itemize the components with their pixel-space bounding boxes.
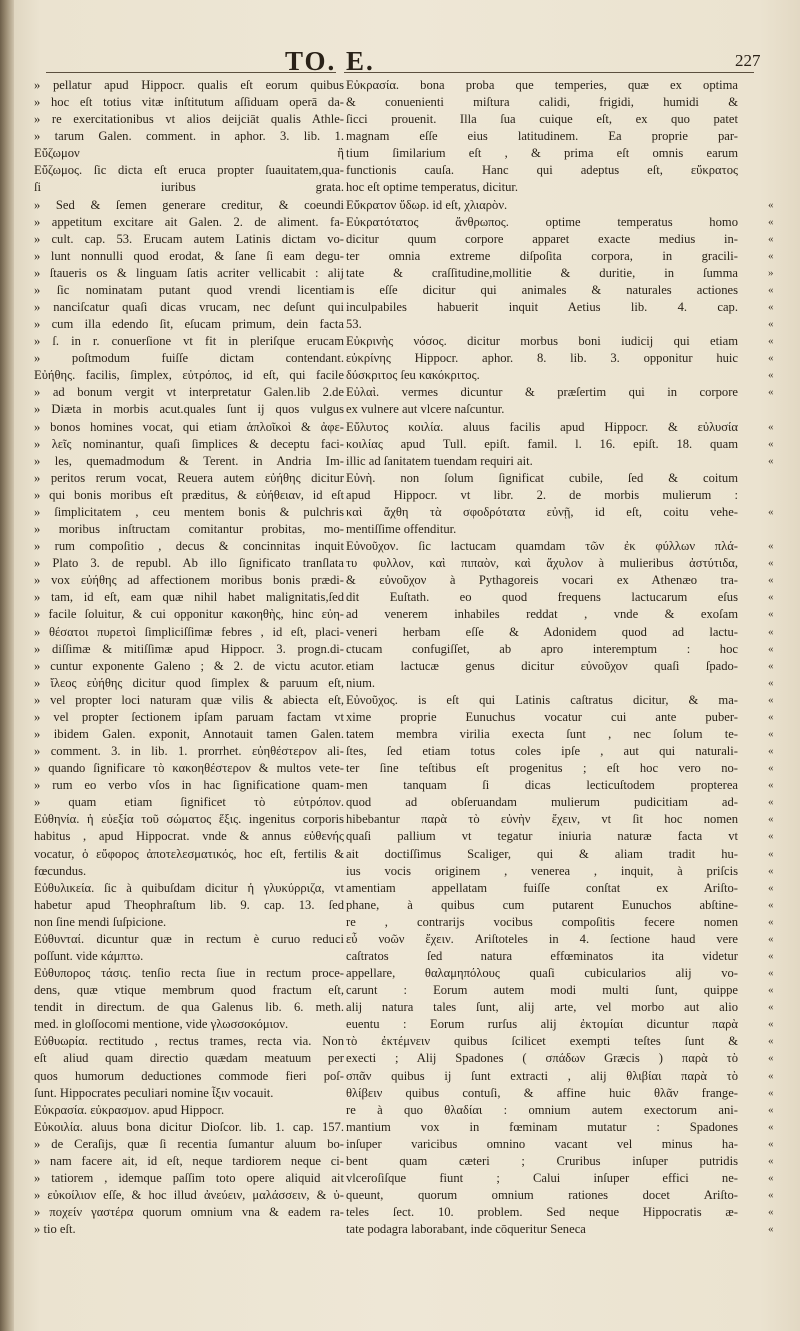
right-column-line: mantium vox in fœminam mutatur : Spadones — [346, 1119, 738, 1134]
page-number: 227 — [735, 51, 761, 70]
margin-quote-mark — [768, 128, 792, 145]
margin-quote-mark: « — [768, 898, 774, 911]
left-column-line: » tam, id eſt, eam quæ nihil habet malignitatis,ſed — [34, 590, 344, 605]
right-text-column — [346, 77, 738, 1238]
left-column-line: quos humorum deductiones commode fieri poſ- — [34, 1068, 344, 1083]
right-column-line: dit Euſtath. eo quod frequens lactucarum eſus — [346, 590, 738, 605]
left-column-line: » tarum Galen. comment. in aphor. 3. lib. 1. — [34, 129, 344, 144]
margin-quote-mark: « — [768, 1001, 774, 1014]
right-column-line: Εὔκρατον ὕδωρ. id eſt, χλιαρὸν. — [346, 197, 508, 212]
right-column-line: Εὐκρινὴς νόσος. dicitur morbus boni iudicij qui etiam — [346, 334, 738, 349]
right-column-line: ctucam confugiſſet, ab apro interemptum : hoc — [346, 641, 738, 656]
left-column-line: » λεῖς nominantur, quaſi ſimplices & deceptu faci- — [34, 436, 344, 451]
left-column-line: » ἴλεος εὐήθης dicitur quod ſimplex & paruum eſt, — [34, 675, 344, 690]
right-column-line: dicitur quum corpore apparet exacte medius in- — [346, 231, 738, 246]
left-column-line: » quam etiam ſignificet τὸ εὐτρόπον. — [34, 795, 344, 810]
right-column-line: nium. — [346, 675, 376, 690]
right-column-line: tate podagra laborabant, inde cōqueritur Seneca — [346, 1222, 586, 1237]
left-column-line: med. in gloſſocomi mentione, vide γλωσσοκόμιον. — [34, 1017, 289, 1032]
right-column-line: apud Hippocr. vt libr. 2. de morbis mulierum : — [346, 487, 738, 502]
left-column-line: Εὐκοιλία. aluus bona dicitur Dioſcor. lib. 1. cap. 157. — [34, 1119, 344, 1134]
left-column-line: » qui bonis moribus eſt præditus, & εὐήθειαν, id eſt — [34, 487, 344, 502]
margin-quote-mark: « — [768, 232, 774, 245]
right-column-line: 53. — [346, 317, 362, 332]
margin-quote-mark: « — [768, 1189, 774, 1202]
right-column-line: appellare, θαλαμηπόλους quaſi cubicularios alij vo- — [346, 966, 738, 981]
margin-quote-mark: « — [768, 1206, 774, 1219]
margin-quote-mark: « — [768, 1086, 774, 1099]
left-column-line: Εὐθυνταί. dicuntur quæ in rectum è curuo reduci — [34, 931, 344, 946]
margin-quote-mark: « — [768, 1120, 774, 1133]
margin-quote-mark: « — [768, 1154, 774, 1167]
left-column-line: Εὐθηνία. ἡ εὐεξία τοῦ σώματος ἕξις. ingenitus corporis — [34, 812, 344, 827]
margin-quote-mark: « — [768, 1018, 774, 1031]
left-column-line: » Sed & ſemen generare creditur, & coeundi — [34, 197, 344, 212]
margin-quote-mark — [768, 179, 792, 196]
margin-quote-mark: « — [768, 608, 774, 621]
right-column-line: δύσκριτος ſeu κακόκριτος. — [346, 368, 480, 383]
left-column-line: » cum illa edendo ſit, eſucam primum, dein facta — [34, 317, 344, 332]
left-column-line: » tatiorem , idemque paſſim toto opere aliquid ait — [34, 1171, 344, 1185]
margin-quote-mark — [768, 162, 792, 179]
margin-quote-mark: « — [768, 932, 774, 945]
left-column-line: » rum compoſitio , decus & concinnitas inquit — [34, 539, 344, 554]
left-column-line: » poſtmodum fuiſſe dictam contendant. — [34, 351, 344, 366]
left-column-line: » ibidem Galen. exponit, Annotauit tamen Galen. — [34, 726, 344, 741]
left-column-line: non ſine mendi ſuſpicione. — [34, 914, 167, 929]
right-column-line: quod ad obſeruandam mulierum pudicitiam ad- — [346, 795, 738, 810]
margin-quote-mark — [768, 487, 792, 504]
margin-quote-mark: » — [768, 266, 774, 279]
right-column-line: etiam lactucæ genus dicitur εὐνοῦχον quaſi ſpado- — [346, 658, 738, 673]
right-column-line: is eſſe dicitur qui animales & naturales actiones — [346, 282, 738, 297]
right-column-line: bent quam cæteri ; Cruribus inſuper putridis — [346, 1153, 738, 1168]
right-column-line: queunt, quorum omnium rationes docet Ariſto- — [346, 1188, 738, 1203]
header-left-word: TO. — [285, 46, 337, 76]
right-column-line: καὶ ἄχθη τὰ σφοδρότατα εὐνῇ, id eſt, coitu vehe- — [346, 504, 738, 519]
left-column-line: » bonos homines vocat, qui etiam ἁπλοῖκοὶ & ἀφε- — [34, 419, 344, 434]
right-column-line: carunt : Eorum autem modi multi ſunt, quippe — [346, 983, 738, 998]
right-column-line: ſtes, ſed etiam totus coles ipſe , aut qui naturali- — [346, 744, 738, 759]
header-rule-left — [46, 72, 336, 73]
margin-quote-mark: « — [768, 1103, 774, 1116]
right-column-line: ad venerem inhabiles reddat , vnde & exoſam — [346, 607, 738, 622]
right-column-line: hoc eſt optime temperatus, dicitur. — [346, 180, 519, 195]
margin-quote-mark: « — [768, 215, 774, 228]
right-column-line: caſtratos ſed natura effœminatos ita videtur — [346, 948, 738, 963]
left-column-line: Εὐθυωρία. rectitudo , rectus trames, recta via. Non — [34, 1034, 344, 1049]
margin-quote-mark: « — [768, 727, 774, 740]
margin-quote-mark: « — [768, 1137, 774, 1150]
right-column-line: Εὐνοῦχον. ſic lactucam quamdam τῶν ἐκ φύλλων πλά- — [346, 539, 738, 554]
left-column-line: ſunt. Hippocrates peculiari nomine ἶξιν vocauit. — [34, 1085, 274, 1100]
margin-quote-mark: « — [768, 847, 774, 860]
left-column-line: » Plato 3. de republ. Ab illo ſignificato tranſlata — [34, 556, 344, 571]
margin-quote-mark: « — [768, 1223, 774, 1236]
left-column-line: » cuntur exponente Galeno ; & 2. de victu acutor. — [34, 658, 344, 673]
left-column-line: » Diæta in morbis acut.quales ſunt ij quos vulgus — [34, 402, 344, 417]
left-column-line: » tio eſt. — [34, 1222, 76, 1237]
margin-quote-mark: « — [768, 710, 774, 723]
right-column-line: Εὐνοῦχος. is eſt qui Latinis caſtratus dicitur, & ma- — [346, 692, 738, 707]
left-column-line: habetur apud Theophraſtum lib. 9. cap. 13. ſed — [34, 897, 344, 912]
margin-quote-mark: « — [768, 676, 774, 689]
margin-quote-mark: « — [768, 540, 774, 553]
right-column-line: mentiſſime offenditur. — [346, 522, 457, 537]
margin-quote-mark: « — [768, 420, 774, 433]
right-column-line: Εὔλυτος κοιλία. aluus facilis apud Hippocr. & εὐλυσία — [346, 419, 738, 434]
left-column-line: » nam facere ait, id eſt, neque tardiorem neque ci- — [34, 1153, 344, 1168]
left-column-line: » moribus inſtructam comitantur probitas, mo- — [34, 522, 344, 537]
left-column-line: » facile ſoluitur, & cui opponitur κακοηθὴς, hinc εὐη- — [34, 607, 344, 622]
left-column-line: Εὔζωμον ἢ — [34, 146, 344, 161]
right-column-line: τὸ ἐκτέμνειν quibus ſcilicet exempti teſtes ſunt & — [346, 1034, 738, 1049]
right-column-line: τυ φυλλον, καὶ πιπαὸν, καὶ ἄχυλον à mulieribus ἀστύτιδα, — [346, 556, 738, 571]
margin-quote-mark: « — [768, 864, 774, 877]
right-column-line: vlceroſiſque fiunt ; Calui inſuper effici ne- — [346, 1171, 738, 1185]
left-column-line: » peritos rerum vocat, Reuera autem εὐήθης dicitur — [34, 470, 344, 485]
right-column-line: εὐκρίνης Hippocr. aphor. 8. lib. 3. opponitur huic — [346, 351, 738, 366]
right-column-line: amentiam appellatam fuiſſe conſtat ex Ariſto- — [346, 880, 738, 895]
binding-gutter — [0, 0, 14, 1331]
right-column-line: re à quo θλαδίαι : omnium autem exectorum ani- — [346, 1102, 738, 1117]
left-column-line: Εὐκρασία. εὐκρασμον. apud Hippocr. — [34, 1102, 225, 1117]
right-column-line: men tanquam ſi dicas lecticuſtodem propterea — [346, 778, 738, 793]
margin-quote-mark: « — [768, 659, 774, 672]
margin-quote-mark: « — [768, 335, 774, 348]
margin-quote-mark: « — [768, 283, 774, 296]
right-column-line: tate & craſſitudine,mollitie & duritie, in ſumma — [346, 265, 738, 280]
left-column-line: Εὐήθης. facilis, ſimplex, εὐτρόπος, id eſt, qui facile — [34, 368, 344, 383]
left-column-line: ſi iuribus grata. — [34, 180, 344, 195]
right-column-line: & εὐνοῦχον à Pythagoreis vocari ex Athenæo tra- — [346, 573, 738, 588]
header-right-word: E. — [346, 46, 375, 76]
margin-quote-mark: « — [768, 830, 774, 843]
margin-quote-mark: « — [768, 1172, 774, 1184]
right-column-line: Εὐλαὶ. vermes dicuntur & præſertim qui in corpore — [346, 385, 738, 400]
left-column-line: Εὐθυλικεία. ſic à quibuſdam dicitur ἡ γλυκύρριζα, vt — [34, 880, 344, 895]
left-text-column — [34, 77, 344, 1238]
margin-quote-mark: « — [768, 198, 774, 211]
margin-quote-mark: « — [768, 642, 774, 655]
margin-quote-mark: « — [768, 505, 774, 518]
left-column-line: » εὐκοίλιον eſſe, & hoc illud ἀνεύειν, μαλάσσειν, & ὑ- — [34, 1188, 344, 1203]
margin-quote-mark: « — [768, 881, 774, 894]
margin-quote-mark: « — [768, 1035, 774, 1048]
margin-quote-mark: « — [768, 762, 774, 775]
right-column-line: re , contrarijs vocibus compoſitis fecere nomen — [346, 914, 738, 929]
left-column-line: fœcundus. — [34, 863, 87, 878]
left-column-line: tendit in directum. de qua Galenus lib. 6. meth. — [34, 1000, 344, 1015]
left-column-line: » ad bonum vergit vt interpretatur Galen.lib 2.de — [34, 385, 344, 400]
right-column-line: ſicci prouenit. Illa ſua cuique eſt, ex quo patet — [346, 112, 738, 127]
left-column-line: » vox εὐήθης ad affectionem moribus bonis prædi- — [34, 573, 344, 588]
left-column-line: » ſic nominatam putant quod vrendi licentiam — [34, 282, 344, 297]
margin-quote-mark: « — [768, 625, 774, 638]
right-column-line: ter omnia extreme diſpoſita corpora, in gracili- — [346, 248, 738, 263]
right-column-line: θλίβειν quibus contuſi, & affine huic θλᾶν frange- — [346, 1085, 738, 1100]
left-column-line: poſſunt. vide κάμπτω. — [34, 948, 144, 963]
right-column-line: execti ; Alij Spadones ( σπάδων Græcis ) παρὰ τὸ — [346, 1051, 738, 1066]
left-column-line: vocatur, ὁ εὔφορος ἀποτελεσματικός, hoc eſt, fertilis & — [34, 846, 344, 861]
margin-quote-mark: « — [768, 779, 774, 792]
left-column-line: » quando ſignificare τὸ κακοηθέστερον & multos vete- — [34, 761, 344, 776]
margin-quote-mark: « — [768, 796, 774, 809]
right-column-line: σπᾶν quibus ij ſunt extracti , alij θλιβίαι παρὰ τὸ — [346, 1068, 738, 1083]
margin-quote-mark: « — [768, 318, 774, 331]
right-column-line: Εὐνὴ. non ſolum ſignificat cubile, ſed & coitum — [346, 470, 738, 485]
right-column-line: Εὐκρατότατος ἄνθρωπος. optime temperatus homo — [346, 214, 738, 229]
right-column-line: ex vulnere aut vlcere naſcuntur. — [346, 402, 505, 417]
right-column-line: quaſi pallium vt tegatur iniuria naturæ facta vt — [346, 829, 738, 844]
margin-quote-marks — [768, 77, 792, 1238]
margin-quote-mark — [768, 94, 792, 111]
left-column-line: » diſſimæ & mitiſſimæ apud Hippocr. 3. progn.di- — [34, 641, 344, 656]
margin-quote-mark: « — [768, 591, 774, 604]
right-column-line: veneri herbam eſſe & Adonidem quod ad lactu- — [346, 624, 738, 639]
left-column-line: » cult. cap. 53. Erucam autem Latinis dictam vo- — [34, 231, 344, 246]
left-column-line: Εὐθυπορος τάσις. tenſio recta ſiue in rectum proce- — [34, 966, 344, 981]
margin-quote-mark: « — [768, 386, 774, 399]
margin-quote-mark: « — [768, 984, 774, 997]
right-column-line: κοιλίας apud Tull. epiſt. famil. l. 16. epiſt. 18. quam — [346, 436, 738, 451]
left-column-line: » ſ. in r. conuerſione vt fit in pleriſque erucam — [34, 334, 344, 349]
right-column-line: xime proprie Eunuchus vocatur cui ante puber- — [346, 709, 738, 724]
left-column-line: » ποχείν γαστέρα quorum omnium vna & eadem ra- — [34, 1205, 344, 1220]
margin-quote-mark: « — [768, 915, 774, 928]
left-column-line: » ſtaueris os & linguam ſatis acriter vellicabit : alij — [34, 265, 344, 280]
left-column-line: » vel propter loci naturam quæ vilis & abiecta eſt, — [34, 692, 344, 707]
right-column-line: ait doctiſſimus Scaliger, qui & aliam tradit hu- — [346, 846, 738, 861]
margin-quote-mark: « — [768, 574, 774, 587]
right-column-line: Εὐκρασία. bona proba que temperies, quæ ex optima — [346, 78, 738, 92]
right-column-line: ter ſine teſtibus eſt progenitus ; eſt hoc vero no- — [346, 761, 738, 776]
right-column-line: inſuper varicibus omnino vacant vel minus ha- — [346, 1136, 738, 1151]
left-column-line: Εὔζωμος. ſic dicta eſt eruca propter ſuauitatem,qua- — [34, 163, 344, 178]
right-column-line: illic ad ſanitatem tuendam requiri ait. — [346, 453, 533, 468]
left-column-line: habitus , apud Hippocrat. vnde & annus εὐθενής — [34, 829, 344, 844]
left-column-line: » de Ceraſijs, quæ ſi recentia ſumantur aluum bo- — [34, 1136, 344, 1151]
right-column-line: inculpabiles habuerit inquit Aetius lib. 4. cap. — [346, 300, 738, 315]
right-column-line: hibebantur παρὰ τὸ εὐνὴν ἔχειν, vt ſit hoc nomen — [346, 812, 738, 827]
left-column-line: » pellatur apud Hippocr. qualis eſt eorum quibus — [34, 78, 344, 92]
left-column-line: » les, quemadmodum & Terent. in Andria Im- — [34, 453, 344, 468]
margin-quote-mark: « — [768, 454, 774, 467]
left-column-line: eſt aliud quam directio quædam meatuum per — [34, 1051, 344, 1066]
right-column-line: tium ſimilarium eſt , & prima eſt omnis earum — [346, 146, 738, 161]
left-column-line: dens, quæ vtique membrum quod fractum eſt, — [34, 983, 344, 998]
left-column-line: » vel propter ſectionem ipſam paruam factam vt — [34, 709, 344, 724]
margin-quote-mark: « — [768, 813, 774, 826]
margin-quote-mark: « — [768, 1069, 774, 1082]
margin-quote-mark: « — [768, 1052, 774, 1065]
left-column-line: » nanciſcatur quaſi dicas vrucam, nec deſunt qui — [34, 300, 344, 315]
margin-quote-mark — [768, 111, 792, 128]
margin-quote-mark: « — [768, 437, 774, 450]
margin-quote-mark — [768, 521, 792, 538]
right-column-line: functionis cauſa. Hanc qui adeptus eſt, εὔκρατος — [346, 163, 738, 178]
right-column-line: alij natura tales ſunt, alij arte, vel morbo aut alio — [346, 1000, 738, 1015]
margin-quote-mark — [768, 401, 792, 418]
left-column-line: » θέσατοι πυρετοὶ ſimpliciſſimæ febres , id eſt, placi- — [34, 624, 344, 639]
left-column-line: » hoc eſt totius vitæ inſtitutum aſſiduam operā da- — [34, 95, 344, 110]
right-column-line: εὖ νοῶν ἔχειν. Ariſtoteles in 4. ſectione haud vere — [346, 931, 738, 946]
margin-quote-mark: « — [768, 301, 774, 314]
margin-quote-mark: « — [768, 249, 774, 262]
left-column-line: » rum eo verbo vſos in hac ſignificatione quam- — [34, 778, 344, 793]
margin-quote-mark: « — [768, 352, 774, 365]
margin-quote-mark: « — [768, 557, 774, 570]
right-column-line: & conuenienti miſtura calidi, frigidi, humidi & — [346, 95, 738, 110]
margin-quote-mark: « — [768, 967, 774, 980]
margin-quote-mark: « — [768, 745, 774, 758]
margin-quote-mark — [768, 77, 792, 94]
right-column-line: euentu : Eorum rurſus alij ἐκτομίαι dicuntur παρὰ — [346, 1017, 738, 1032]
margin-quote-mark — [768, 145, 792, 162]
margin-quote-mark — [768, 470, 792, 487]
right-column-line: ius vocis originem , venerea , inquit, à priſcis — [346, 863, 738, 878]
right-column-line: teles ſect. 10. problem. Sed neque Hippocratis æ- — [346, 1205, 738, 1220]
margin-quote-mark: « — [768, 949, 774, 962]
right-column-line: tatem membra virilia execta ſunt , nec ſolum te- — [346, 726, 738, 741]
left-column-line: » re exercitationibus vt alios deijciāt qualis Athle- — [34, 112, 344, 127]
left-column-line: » comment. 3. in lib. 1. prorrhet. εὐηθέστερον ali- — [34, 744, 344, 759]
margin-quote-mark: « — [768, 693, 774, 706]
header-rule-right — [344, 72, 754, 73]
right-column-line: magnam eſſe eius latitudinem. Ea proprie par- — [346, 129, 738, 144]
margin-quote-mark: « — [768, 369, 774, 382]
left-column-line: » ſimplicitatem , ceu mentem bonis & pulchris — [34, 504, 344, 519]
left-column-line: » lunt nonnulli quod erodat, & ſane ſi eam degu- — [34, 248, 344, 263]
right-column-line: phane, à quibus cum putarent Eunuchos abſtine- — [346, 897, 738, 912]
left-column-line: » appetitum excitare ait Galen. 2. de aliment. fa- — [34, 214, 344, 229]
